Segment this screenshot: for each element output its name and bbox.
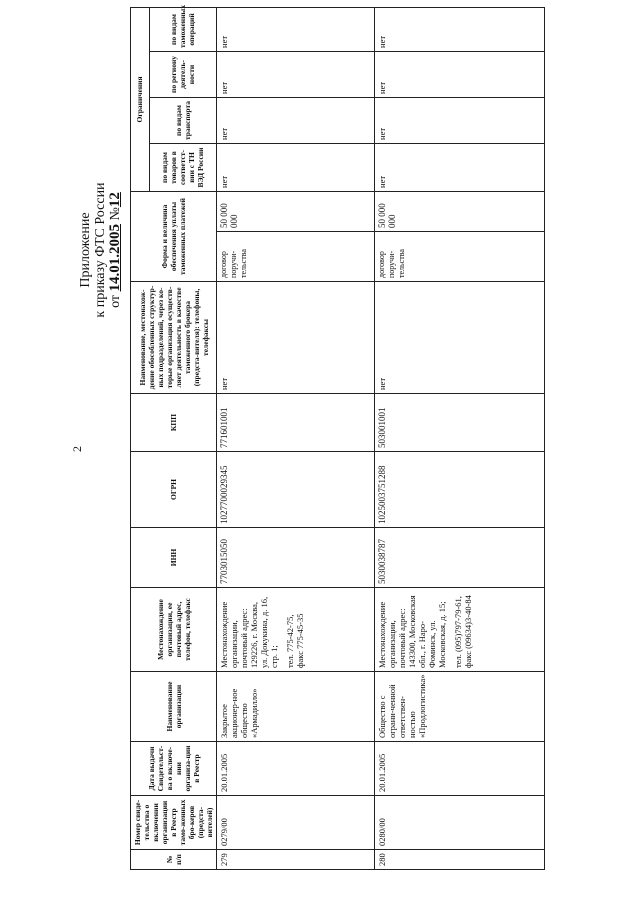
- header-date-line: [108, 140, 123, 360]
- location-address: 129226, г. Москва, ул. Докукина, д. 16, стр. 1;: [249, 596, 279, 668]
- col-header-name: Наименование организации: [131, 672, 217, 742]
- col-header-restr-operations: по видам таможенных операций: [149, 7, 216, 51]
- cell-index: 279: [217, 850, 375, 870]
- location-label: Местонахождение организации, почтовый адрес:: [219, 601, 249, 668]
- col-header-issue-date: Дата выдачи Свидетельст-ва о включе-нии организа-ции в Реестр: [131, 742, 217, 796]
- col-header-ogrn: ОГРН: [131, 452, 217, 528]
- table-row: [375, 7, 545, 869]
- header-row-1: [131, 7, 150, 869]
- cell-restr-region: нет: [217, 51, 375, 97]
- cell-branches: нет: [217, 282, 375, 394]
- cell-restr-region: нет: [375, 51, 545, 97]
- col-header-inn: ИНН: [131, 528, 217, 588]
- location-phone: тел. 775-42-75,: [285, 614, 295, 668]
- col-header-location: Местонахождение организации, ее почтовый адрес, телефон, телефакс: [131, 588, 217, 672]
- cell-guarantee-amount: 50 000 000: [375, 191, 545, 231]
- cell-ogrn: 1025003751288: [375, 452, 545, 528]
- col-header-restrictions: Ограничения: [131, 7, 150, 191]
- cell-index: 280: [375, 850, 545, 870]
- table-row: [217, 7, 375, 869]
- location-fax: факс 775-45-35: [295, 613, 305, 668]
- cell-cert-number: 0280/00: [375, 796, 545, 850]
- col-header-index: № п/п: [131, 850, 217, 870]
- cell-location: [375, 588, 545, 672]
- location-phone: тел. (095)797-79-61,: [453, 596, 463, 668]
- cell-restr-operations: нет: [217, 7, 375, 51]
- cell-restr-goods: нет: [217, 143, 375, 191]
- cell-name: Общество с ограни-ченной ответствен-ностью «Продлогистика»: [375, 672, 545, 742]
- cell-inn: 5030038787: [375, 528, 545, 588]
- location-address: 143300, Московская обл., г. Наро-Фоминск, ул. Московская, д. 15;: [407, 595, 447, 668]
- col-header-kpp: КПП: [131, 394, 217, 452]
- location-fax: факс (09634)3-40-84: [463, 595, 473, 668]
- cell-kpp: 503001001: [375, 394, 545, 452]
- col-header-branches: Наименование, местонахож-дение обособленных структур-ных подразделений, через ко-торые организация осуществ-ляет деятельность в качестве таможенного брокера (предста-вителя): телефоны, телефаксы: [131, 282, 217, 394]
- header-number-prefix: №: [108, 207, 123, 221]
- col-header-restr-transport: по видам транспорта: [149, 97, 216, 143]
- col-header-restr-region: по региону деятель-ности: [149, 51, 216, 97]
- col-header-restr-goods: по видам товаров в соответст-вии с ТН ВЭД России: [149, 143, 216, 191]
- cell-location: [217, 588, 375, 672]
- cell-kpp: 771601001: [217, 394, 375, 452]
- cell-guarantee-form: договор поручи-тельства: [217, 232, 375, 282]
- cell-restr-operations: нет: [375, 7, 545, 51]
- col-header-cert-number: Номер свиде-тельства о включении организации в Реестр тамо-женных бро-керов (предста-вителей): [131, 796, 217, 850]
- cell-branches: нет: [375, 282, 545, 394]
- location-label: Местонахождение организации, почтовый адрес:: [377, 601, 407, 668]
- header-date-prefix: от: [108, 294, 123, 308]
- cell-issue-date: 20.01.2005: [375, 742, 545, 796]
- cell-guarantee-form: договор поручи-тельства: [375, 232, 545, 282]
- cell-cert-number: 0279/00: [217, 796, 375, 850]
- cell-ogrn: 1027700029345: [217, 452, 375, 528]
- header-date: 14.01.2005: [107, 223, 123, 292]
- cell-inn: 7703015050: [217, 528, 375, 588]
- page-number: 2: [70, 446, 84, 452]
- header-order-ref: к приказу ФТС России: [93, 182, 108, 318]
- header-appendix: Приложение: [78, 212, 93, 288]
- document-header: [78, 140, 123, 360]
- cell-restr-transport: нет: [375, 97, 545, 143]
- col-header-guarantee: Форма и величина обеспечения уплаты таможенных платежей: [131, 191, 217, 281]
- cell-name: Закрытое акционер-ное общество «Армадилло»: [217, 672, 375, 742]
- cell-issue-date: 20.01.2005: [217, 742, 375, 796]
- cell-guarantee-amount: 50 000 000: [217, 191, 375, 231]
- header-number: 12: [107, 192, 123, 208]
- broker-register-table: [130, 4, 545, 870]
- cell-restr-transport: нет: [217, 97, 375, 143]
- cell-restr-goods: нет: [375, 143, 545, 191]
